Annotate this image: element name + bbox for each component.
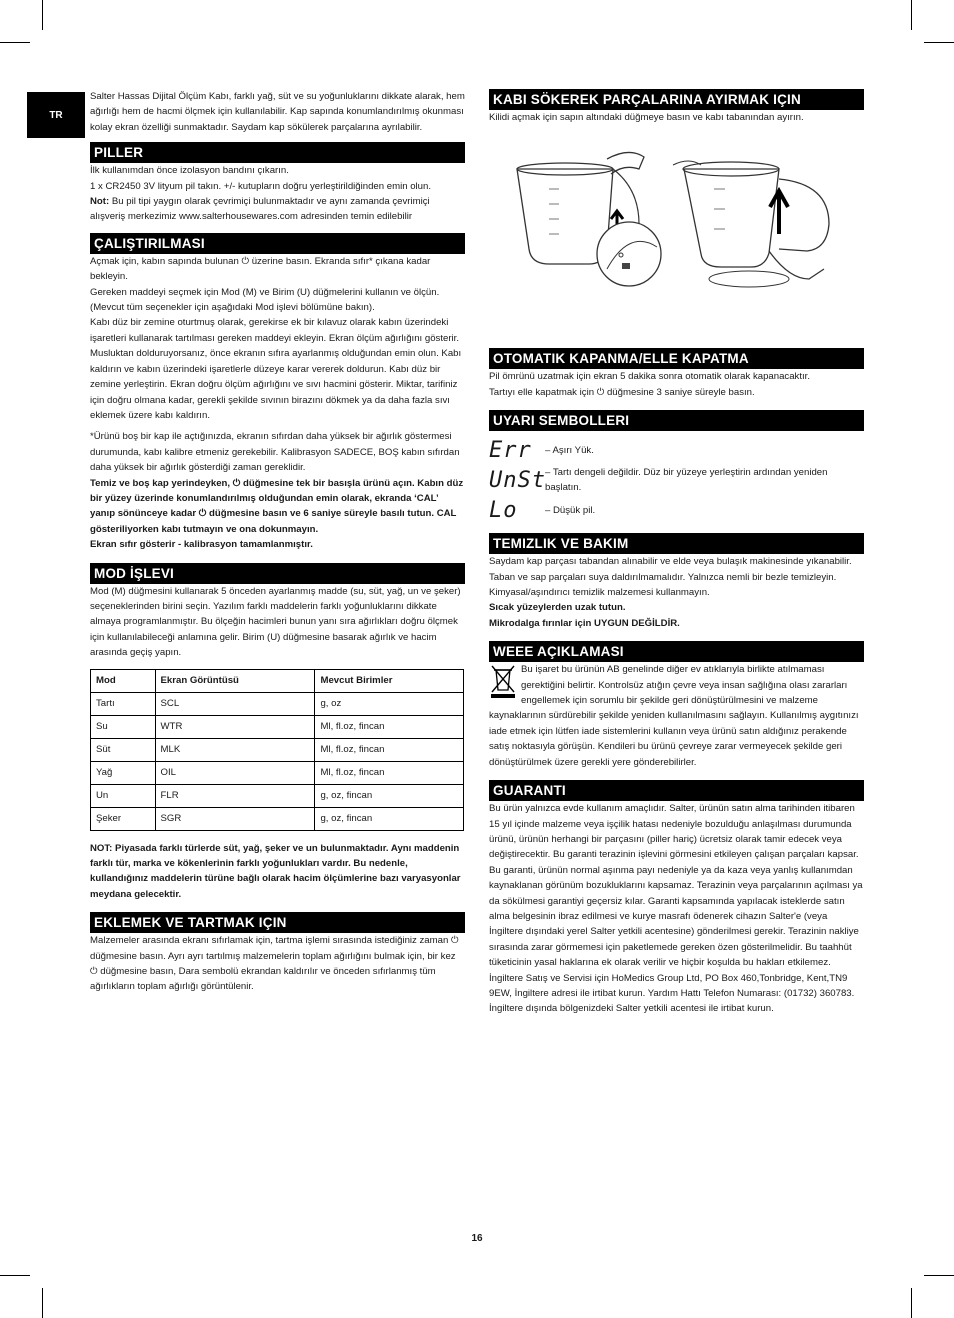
table-row (91, 807, 464, 830)
right-column (489, 89, 864, 1017)
table-cell: g, oz (315, 692, 464, 715)
mod-text: Mod (M) düğmesini kullanarak 5 önceden ayarlanmış madde (su, süt, yağ, un ve şeker) seçeneklerinden birini seçin. Yazılım farklı maddelerin farklı yoğunluklarını dikkate almaya programlanmıştır. Bu ölçeğin hacimleri bunun yanı sıra ağırlıkları doğru ölçmek için kullanılabileceği anlamına gelir. Birim (U) düğmesine basarak ağırlık ve hacim arasında geçiş yapın. (90, 585, 461, 659)
warning-symbol-row (489, 465, 864, 495)
table-row (91, 738, 464, 761)
table-cell: OIL (155, 761, 315, 784)
table-cell: MLK (155, 738, 315, 761)
table-cell: Ml, fl.oz, fincan (315, 738, 464, 761)
temizlik-warning: Sıcak yüzeylerden uzak tutun. (489, 602, 626, 614)
crop-mark (42, 0, 43, 30)
guaranti-text: Bu ürün yalnızca evde kullanım amaçlıdır. Salter, ürünün satın alma tarihinden itibaren 15 yıl içinde malzeme veya işçilik hatası nedeniyle bozulduğu anlaşılması durumunda ürünü, ürünün herhangi bir parçasını (piller hariç) ücretsiz olarak tamir edecek veya değiştirecektir. Bu garanti terazinin işlevini görmesini etkileyen çalışan parçaları kapsar. Bu garanti, ürünün normal aşınma payı nedeniyle ya da kaza veya yanlış kullanımdan kaynaklanan görünüm bozukluklarını kapsamaz. Terazinin veya parçalarının açılması ya da sökülmesi garantiyi geçersiz kılar. Garanti kapsamında yapılacak isteklerde satın alma belgesinin ibraz edilmesi ve kurye masrafı ödenerek cihazın Salter'e (veya İngiltere dışındaki yerel Salter yetkili acentesine) gönderilmesi gerekir. Terazinin nakliye sırasında zarar görmemesi için paketlemede gereken özen gösterilmelidir. Bu taahhüt tüketicinin yasal haklarına ek olarak verilir ve hiçbir koşulda bu hakları etkilemez. İngiltere Satış ve Servisi için HoMedics Group Ltd, PO Box 460,Tonbridge, Kent,TN9 9EW, İngiltere adresi ile irtibat kurun. Yardım Hattı Telefon Numarası: (01732) 360783. İngiltere dışında bölgenizdeki Salter yetkili acentesi ile irtibat kurun. (489, 803, 863, 1015)
note-text: Bu pil tipi yaygın olarak çevrimiçi bulunmaktadır ve aynı zamanda çevrimiçi alışveriş merkezimiz www.salterhousewares.com adresinden temin edilebilir (90, 196, 430, 223)
kapanma-text: Pil ömrünü uzatmak için ekran 5 dakika sonra otomatik olarak kapanacaktır. (489, 371, 811, 383)
language-tab: TR (27, 92, 85, 138)
crop-mark (42, 1288, 43, 1318)
calistirilmasi-text: *Ürünü boş bir kap ile açtığınızda, ekranın sıfırdan daha yüksek bir ağırlık göstermesi durumunda, kabı kalibre etmeniz gerekebilir. Kalibrasyon SADECE, BOŞ kabın sıfırdan daha yüksek bir ağırlık gösterdiği zaman gereklidir. (90, 431, 460, 474)
section-header-mod: MOD İŞLEVI (90, 563, 465, 584)
table-cell: Süt (91, 738, 156, 761)
table-cell: FLR (155, 784, 315, 807)
section-header-uyari: UYARI SEMBOLLERI (489, 410, 864, 431)
table-header-row (91, 669, 464, 692)
table-cell: Tartı (91, 692, 156, 715)
section-header-sokerek: KABI SÖKEREK PARÇALARINA AYIRMAK IÇIN (489, 89, 864, 110)
calistirilmasi-text: Gereken maddeyi seçmek için Mod (M) ve Birim (U) düğmelerini kullanın ve ölçün. (Mevcut tüm seçenekler için aşağıdaki Mod işlevi bölümüne bakın). (90, 286, 440, 314)
table-cell: Yağ (91, 761, 156, 784)
section-header-calistirilmasi: ÇALIŞTIRILMASI (90, 233, 465, 254)
calistirilmasi-text: Musluktan dolduruyorsanız, önce ekranın sıfıra ayarlanmış olduğundan emin olun. Kabı kaldırın ve kabın üzerindeki işaretlerle düzeye karar vererek doldurun. Kabı düz bir zemine yerleştirin. Ekran doğru ölçüm ağırlığını ve sıvı hacmini gösterir. Miktar, tarifiniz için doğru olmana kadar, gerekli şekilde sıvının birazını dökmek ya da daha fazla sıvı eklemek üzere kabı kaldırın. (90, 348, 462, 421)
warning-text: – Tartı dengeli değildir. Düz bir yüzeye yerleştirin ardından yeniden başlatın. (545, 466, 828, 494)
table-cell: Ml, fl.oz, fincan (315, 761, 464, 784)
table-cell: Ml, fl.oz, fincan (315, 715, 464, 738)
table-header: Ekran Görüntüsü (155, 669, 315, 692)
warning-symbol-row (489, 495, 864, 525)
left-column (90, 89, 465, 995)
crop-mark (924, 1275, 954, 1276)
table-header: Mod (91, 669, 156, 692)
table-row (91, 784, 464, 807)
lcd-symbol: Err (489, 437, 532, 463)
kapanma-text: Tartıyı elle kapatmak için ⏻ düğmesine 3 saniye süreyle basın. (489, 386, 755, 398)
weee-text (489, 662, 864, 770)
table-cell: WTR (155, 715, 315, 738)
calibration-done: Ekran sıfır gösterir - kalibrasyon tamamlanmıştır. (90, 539, 313, 551)
temizlik-warning: Mikrodalga fırınlar için UYGUN DEĞİLDİR. (489, 617, 680, 629)
sokerek-text: Kilidi açmak için sapın altındaki düğmeye basın ve kabı tabanından ayırın. (489, 112, 804, 123)
section-header-piller: PILLER (90, 142, 465, 163)
table-row (91, 692, 464, 715)
table-row (91, 761, 464, 784)
section-header-kapanma: OTOMATIK KAPANMA/ELLE KAPATMA (489, 348, 864, 369)
table-cell: Un (91, 784, 156, 807)
note-label: Not: (90, 196, 110, 208)
table-header: Mevcut Birimler (315, 669, 464, 692)
jug-disassembly-illustration (489, 129, 864, 294)
piller-text: 1 x CR2450 3V lityum pil takın. +/- kutupların doğru yerleştirildiğinden emin olun. (90, 180, 432, 192)
crossed-bin-icon (489, 664, 517, 698)
crop-mark (924, 42, 954, 43)
calistirilmasi-text: Açmak için, kabın sapında bulunan ⏻ üzerine basın. Ekranda sıfır* çıkana kadar bekleyin. (90, 255, 431, 283)
intro-text: Salter Hassas Dijital Ölçüm Kabı, farklı yağ, süt ve su yoğunluklarını dikkate alarak, hem ağırlığı hem de hacmi ölçmek için kullanılabilir. Kap sapında konumlandırılmış okunması kolay ekran özelliği sunmaktadır. Saydam kap sökülerek parçalarına ayrılabilir. (90, 91, 465, 133)
eklemek-text: Malzemeler arasında ekranı sıfırlamak için, tartma işlemi sırasında istediğiniz zaman ⏻ düğmesine basın. Ayrı ayrı tartılmış malzemelerin toplam ağırlığını bulmak için, bir kez ⏻ düğmesine basın, Dara sembolü ekrandan kaldırılır ve önceden sıfırlanmış tüm ağırlıkların toplam ağırlığı görüntülenir. (90, 935, 459, 993)
section-header-eklemek: EKLEMEK VE TARTMAK IÇIN (90, 912, 465, 933)
crop-mark (911, 0, 912, 30)
mod-note: NOT: Piyasada farklı türlerde süt, yağ, şeker ve un bulunmaktadır. Aynı maddenin farklı tür, marka ve kökenlerinin farklı yoğunlukları vardır. Bu nedenle, kullandığınız maddelerin türüne bağlı olarak hacim ölçümlerine bazı varyasyonlar meydana gelecektir. (90, 842, 461, 900)
table-cell: g, oz, fincan (315, 784, 464, 807)
table-row (91, 715, 464, 738)
temizlik-text: Saydam kap parçası tabandan alınabilir ve elde veya bulaşık makinesinde yıkanabilir. Taban ve sap parçaları suya daldırılmamalıdır. Yalnızca nemli bir bezle temizleyin. Kimyasal/aşındırıcı temizlik malzemesi kullanmayın. (489, 556, 852, 599)
warning-text: – Aşırı Yük. (545, 444, 594, 456)
crop-mark (911, 1288, 912, 1318)
table-cell: SGR (155, 807, 315, 830)
mode-table (90, 669, 464, 831)
table-cell: Su (91, 715, 156, 738)
section-header-temizlik: TEMIZLIK VE BAKIM (489, 533, 864, 554)
warning-symbols-list (489, 435, 864, 525)
table-cell: SCL (155, 692, 315, 715)
piller-note (90, 194, 465, 225)
calistirilmasi-text: Kabı düz bir zemine oturtmuş olarak, gerekirse ek bir kılavuz olarak kabın üzerindeki işaretleri kullanarak tartılması gereken maddeyi ekleyin. Ekran ölçüm ağırlığını gösterir. (90, 317, 459, 344)
page-number: 16 (471, 1233, 483, 1244)
weee-paragraph: Bu işaret bu ürünün AB genelinde diğer ev atıklarıyla birlikte atılmaması gerektiğini belirtir. Kontrolsüz atığın çevre veya insan sağlığına olası zararları engellemek için sorumlu bir şekilde geri dönüştürülmesini ve malzeme kaynaklarının sürdürebilir şekilde yeniden kullanılmasını sağlayın. Kullanılmış aygıtınızı iade etmek için lütfen iade sistemlerini kullanın veya ürünü satın aldığınız perakende satış noktasıyla görüşün. Kendileri bu ürünü çevreye zarar vermeyecek şekilde geri dönüştürülmek üzere gerekli yere gönderebilirler. (489, 664, 859, 768)
warning-text: – Düşük pil. (545, 504, 596, 516)
crop-mark (0, 1275, 30, 1276)
section-header-weee: WEEE AÇIKLAMASI (489, 641, 864, 662)
piller-text: İlk kullanımdan önce izolasyon bandını çıkarın. (90, 165, 289, 177)
table-cell: g, oz, fincan (315, 807, 464, 830)
lcd-symbol: Lo (489, 497, 518, 523)
warning-symbol-row (489, 435, 864, 465)
lcd-symbol: UnSt (489, 467, 546, 493)
calibration-steps: Temiz ve boş kap yerindeyken, ⏻ düğmesine tek bir basışla ürünü açın. Kabın düz bir yüzey üzerinde konumlandırılmış olduğundan emin olarak, ekranda ‘CAL’ yanıp sönünceye kadar ⏻ düğmesine basın ve 6 saniye süreyle basılı tutun. CAL gösteriliyorken kabı tutmayın ve ona dokunmayın. (90, 477, 464, 535)
table-cell: Şeker (91, 807, 156, 830)
crop-mark (0, 42, 30, 43)
section-header-guaranti: GUARANTI (489, 780, 864, 801)
